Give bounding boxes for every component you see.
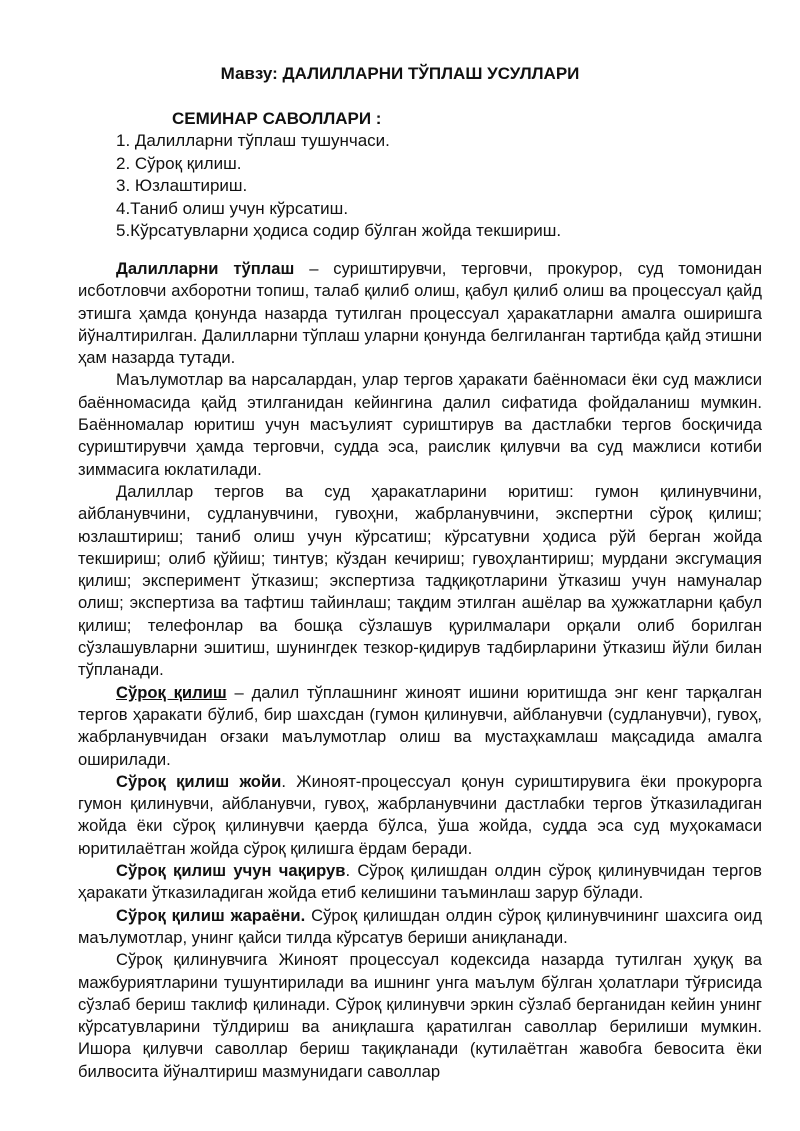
seminar-heading: СЕМИНАР САВОЛЛАРИ : bbox=[172, 109, 382, 128]
paragraph bbox=[78, 949, 762, 1083]
paragraph bbox=[78, 369, 762, 480]
paragraph bbox=[78, 905, 762, 950]
paragraph-text: – суриштирувчи, терговчи, прокурор, суд томонидан исботловчи ахборотни топиш, талаб қилиб олиш, қабул қилиб олиш ва процессуал қайд этишга ҳамда қонунда назарда тутилган процессуал ҳаракатларни амалга оширишга йўналтирилган. Далилларни тўплаш уларни қонунда белгиланган тартибда қайд этишни ҳам назарда тутади. bbox=[78, 259, 762, 368]
paragraph bbox=[78, 258, 762, 369]
paragraph-lead: Далилларни тўплаш bbox=[116, 259, 295, 278]
paragraph bbox=[78, 682, 762, 771]
paragraph-text: Сўроқ қилинувчига Жиноят процессуал кодексида назарда тутилган ҳуқуқ ва мажбуриятларини тушунтирилади ва ишнинг унга маълум бўлган ҳолатлари тўғрисида сўзлаб бериш таклиф қилинади. Сўроқ қилинувчи эркин сўзлаб берганидан кейин унинг кўрсатувларини тўлдириш ва аниқлашга қаратилган саволлар берилиши мумкин. Ишора қилувчи саволлар бериш тақиқланади (кутилаётган жавобга бевосита ёки билвосита йўналтириш мазмунидаги саволлар bbox=[78, 950, 762, 1081]
question-item: 5.Кўрсатувларни ҳодиса содир бўлган жойда текшириш. bbox=[116, 221, 562, 240]
paragraph-text: Далиллар тергов ва суд ҳаракатларини юритиш: гумон қилинувчини, айбланувчини, судланувчини, гувоҳни, жабрланувчини, экспертни сўроқ қилиш; юзлаштириш; таниб олиш учун кўрсатиш; кўрсатувни ҳодиса рўй берган жойда текшириш; олиб қўйиш; тинтув; кўздан кечириш; гувоҳлантириш; мурдани эксгумация қилиш; эксперимент ўтказиш; экспертиза тадқиқотларини ўтказиш учун намуналар олиш; экспертиза ва тафтиш тайинлаш; тақдим этилган ашёлар ва ҳужжатларни қабул қилиш; телефонлар ва бошқа сўзлашув қурилмалари орқали олиб борилган сўзлашувларни эшитиш, шунингдек тезкор-қидирув тадбирларини ўтказиш йўли билан тўпланади. bbox=[78, 481, 762, 680]
question-item: 3. Юзлаштириш. bbox=[116, 176, 248, 195]
paragraph-text: . Сўроқ қилишдан олдин сўроқ қилинувчидан тергов ҳаракати ўтказиладиган жойда етиб келишини таъминлаш зарур бўлади. bbox=[78, 861, 762, 903]
paragraph-text: Сўроқ қилишдан олдин сўроқ қилинувчининг шахсига оид маълумотлар, унинг қайси тилда кўрсатув бериши аниқланади. bbox=[78, 905, 763, 947]
question-list bbox=[116, 130, 561, 243]
paragraph bbox=[78, 860, 762, 905]
paragraph-text: . Жиноят-процессуал қонун суриштирувига ёки прокурорга гумон қилинувчи, айбланувчи, гувоҳ, жабрланувчини дастлабки тергов ўтказиладиган жойда ёки сўроқ қилинувчи қаерда бўлса, ўша жойда, судда эса суд муҳокамаси юритилаётган жойда сўроқ қилишга ёрдам беради. bbox=[78, 771, 762, 858]
question-item: 4.Таниб олиш учун кўрсатиш. bbox=[116, 198, 349, 218]
paragraph-lead: Сўроқ қилиш bbox=[116, 682, 227, 702]
paragraph bbox=[78, 481, 762, 682]
question-item: 2. Сўроқ қилиш. bbox=[116, 153, 242, 173]
paragraph-lead: Сўроқ қилиш жойи bbox=[116, 771, 282, 791]
body-text bbox=[78, 258, 762, 1083]
question-item: 1. Далилларни тўплаш тушунчаси. bbox=[116, 131, 390, 150]
paragraph bbox=[78, 771, 762, 860]
paragraph-text: Маълумотлар ва нарсалардан, улар тергов ҳаракати баённомаси ёки суд мажлиси баённомасида қайд этилганидан кейингина далил сифатида фойдаланиш мумкин. Баённомалар юритиш учун масъулият суриштирув ва дастлабки тергов босқичида суриштирувчи ҳамда терговчи, судда эса, раислик қилувчи ва суд мажлиси котиби зиммасига юклатилади. bbox=[78, 370, 762, 479]
paragraph-lead: Сўроқ қилиш жараёни. bbox=[116, 905, 306, 925]
paragraph-lead: Сўроқ қилиш учун чақирув bbox=[116, 861, 346, 881]
paragraph-text: – далил тўплашнинг жиноят ишини юритишда энг кенг тарқалган тергов ҳаракати бўлиб, бир шахсдан (гумон қилинувчи, айбланувчи (судланувчи), гувоҳ, жабрланувчидан оғзаки маълумотлар олиш ва мустаҳкамлаш мақсадида амалга оширилади. bbox=[78, 682, 763, 769]
page-title: Мавзу: ДАЛИЛЛАРНИ ТЎПЛАШ УСУЛЛАРИ bbox=[220, 64, 580, 83]
